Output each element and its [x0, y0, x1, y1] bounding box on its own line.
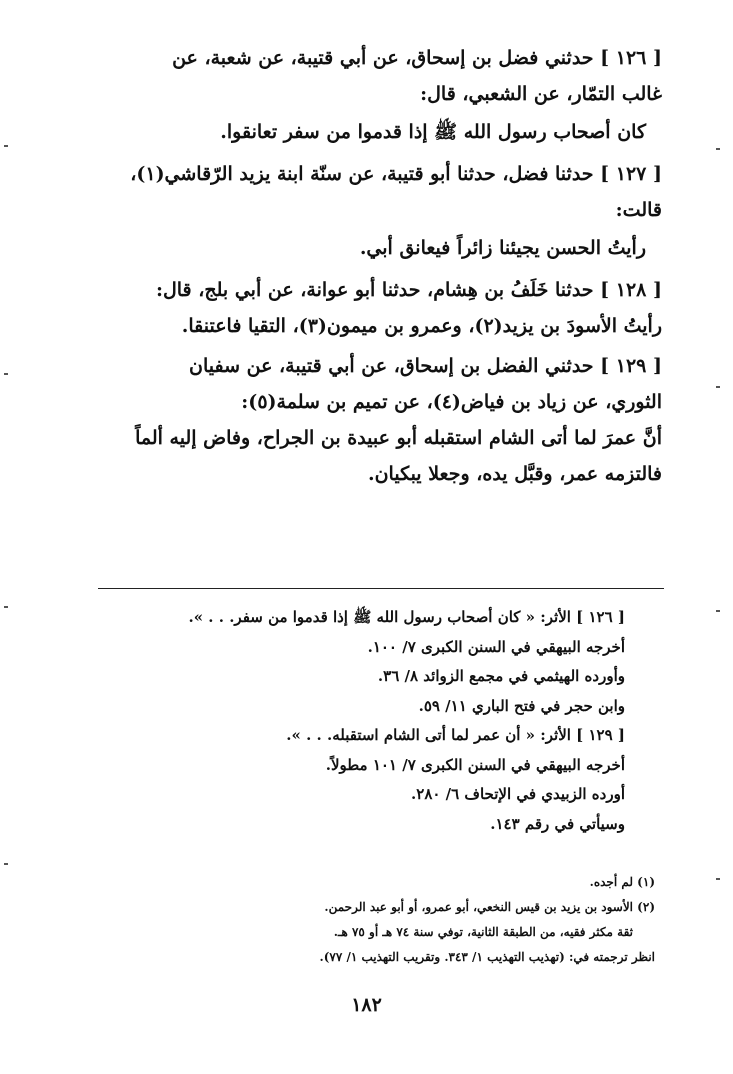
page-number: ١٨٢ [351, 994, 382, 1016]
hadith-129-line-2: الثوري، عن زياد بن فياض(٤)، عن تميم بن سلمة(٥): [241, 391, 662, 413]
hadith-129-quote-line-1: أنَّ عمرَ لما أتى الشام استقبله أبو عبيدة بن الجراح، وفاض إليه ألماً [135, 427, 662, 449]
hadith-126-quote: كان أصحاب رسول الله ﷺ إذا قدموا من سفر تعانقوا. [220, 121, 646, 143]
footnote-2: (٢) الأسود بن يزيد بن قيس النخعي، أبو عمرو، أو أبو عبد الرحمن. [324, 900, 655, 914]
notes-divider [98, 588, 664, 589]
note-line: وأورده الهيثمي في مجمع الزوائد ٨/ ٣٦. [377, 667, 625, 685]
scan-mark [716, 386, 720, 388]
note-line: أخرجه البيهقي في السنن الكبرى ٧/ ١٠١ مطولاً. [325, 755, 625, 774]
scan-mark [716, 148, 720, 150]
note-line: وسيأتي في رقم ١٤٣. [490, 814, 625, 833]
footnote-2-ref: انظر ترجمته في: (تهذيب التهذيب ١/ ٣٤٣. وتقريب التهذيب ١/ ٧٧). [319, 950, 655, 964]
hadith-126-line-1: [ ١٢٦ ] حدثني فضل بن إسحاق، عن أبي قتيبة، عن شعبة، عن [172, 47, 662, 69]
note-line: [ ١٢٩ ] الأثر: « أن عمر لما أتى الشام استقبله. . . ». [286, 726, 625, 744]
note-line: [ ١٢٦ ] الأثر: « كان أصحاب رسول الله ﷺ إذا قدموا من سفر. . . ». [188, 608, 625, 626]
scan-mark [4, 863, 8, 865]
note-line: وابن حجر في فتح الباري ١١/ ٥٩. [418, 696, 625, 715]
hadith-129-line-1: [ ١٢٩ ] حدثني الفضل بن إسحاق، عن أبي قتيبة، عن سفيان [189, 355, 662, 377]
hadith-127-line-2: قالت: [615, 199, 662, 221]
hadith-128-line-2: رأيتُ الأسودَ بن يزيد(٢)، وعمرو بن ميمون(٣)، التقيا فاعتنقا. [181, 315, 662, 337]
scan-mark [4, 373, 8, 375]
takhrij-notes [120, 603, 625, 839]
footnote-2-cont: ثقة مكثر فقيه، من الطبقة الثانية، توفي سنة ٧٤ هـ أو ٧٥ هـ. [333, 925, 633, 939]
hadith-127-line-1: [ ١٢٧ ] حدثنا فضل، حدثنا أبو قتيبة، عن سنّة ابنة يزيد الرّقاشي(١)، [130, 163, 662, 185]
scan-mark [716, 878, 720, 880]
scan-mark [716, 610, 720, 612]
footnotes [110, 870, 655, 970]
hadith-129-quote-line-2: فالتزمه عمر، وقبَّل يده، وجعلا يبكيان. [367, 463, 662, 485]
note-line: أورده الزبيدي في الإتحاف ٦/ ٢٨٠. [411, 785, 625, 803]
hadith-127-quote: رأيتُ الحسن يجيئنا زائراً فيعانق أبي. [359, 237, 646, 259]
hadith-126-line-2: غالب التمّار، عن الشعبي، قال: [420, 83, 662, 105]
hadith-128-line-1: [ ١٢٨ ] حدثنا خَلَفُ بن هِشام، حدثنا أبو عوانة، عن أبي بلج، قال: [155, 279, 662, 301]
scan-mark [4, 606, 8, 608]
note-line: أخرجه البيهقي في السنن الكبرى ٧/ ١٠٠. [367, 637, 625, 656]
footnote-1: (١) لم أجده. [589, 875, 655, 889]
scan-mark [4, 145, 8, 147]
main-text [96, 40, 662, 492]
